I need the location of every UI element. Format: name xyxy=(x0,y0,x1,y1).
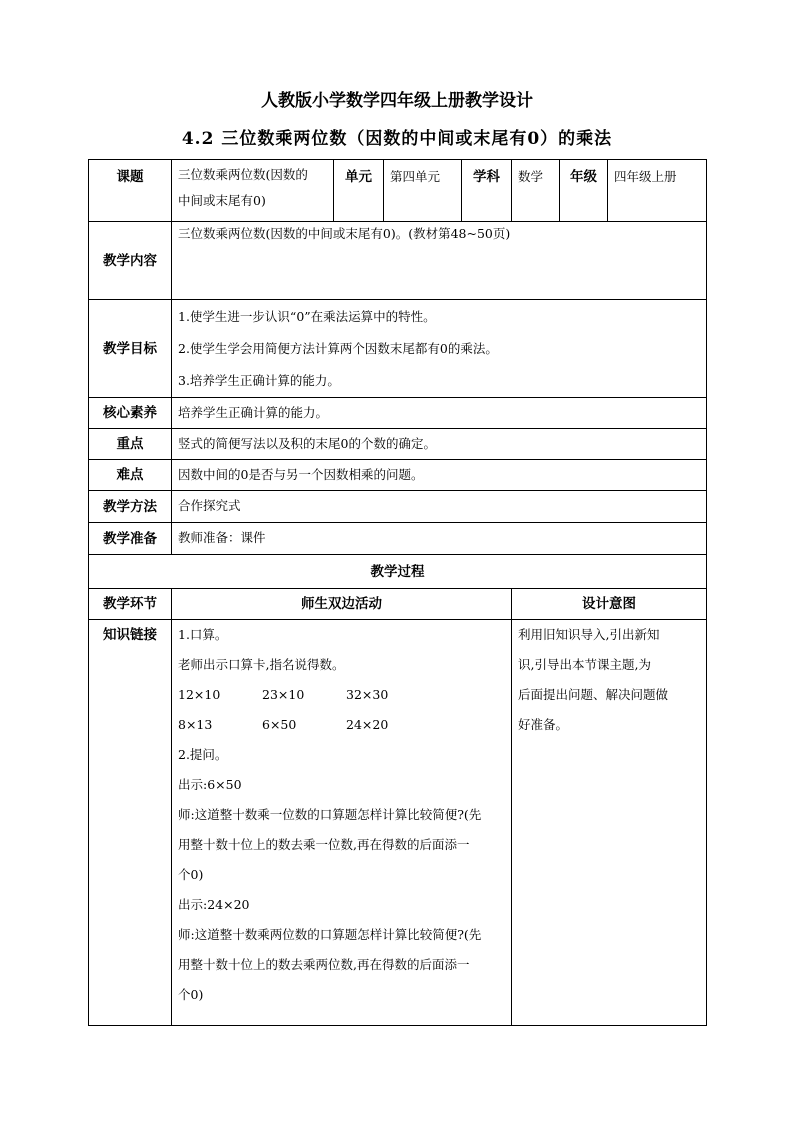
process-row xyxy=(89,620,707,1026)
process-title-row xyxy=(89,555,707,589)
core-value: 培养学生正确计算的能力。 xyxy=(172,398,707,429)
intent-line: 识,引导出本节课主题,为 xyxy=(518,657,651,672)
goals-value xyxy=(172,300,707,398)
stage-label: 知识链接 xyxy=(89,620,172,1026)
topic-text: 三位数乘两位数(因数的中间或末尾有0) xyxy=(178,167,308,208)
method-row xyxy=(89,491,707,523)
activity-line: 个0) xyxy=(178,867,204,882)
core-label: 核心素养 xyxy=(89,398,172,429)
difficulty-label: 难点 xyxy=(89,460,172,491)
oral-item: 24×20 xyxy=(346,717,389,732)
goal-item: 1.使学生进一步认识“0”在乘法运算中的特性。 xyxy=(178,308,436,324)
key-label: 重点 xyxy=(89,429,172,460)
oral-row xyxy=(178,710,505,740)
content-value: 三位数乘两位数(因数的中间或末尾有0)。(教材第48~50页) xyxy=(172,222,707,300)
process-header-row xyxy=(89,589,707,620)
activity-line: 2.提问。 xyxy=(178,747,228,762)
key-row xyxy=(89,429,707,460)
intent-column-header: 设计意图 xyxy=(512,589,707,620)
goal-item: 3.培养学生正确计算的能力。 xyxy=(178,372,340,388)
intent-line: 好准备。 xyxy=(518,717,569,732)
topic-label: 课题 xyxy=(89,160,172,222)
info-row xyxy=(89,160,707,222)
unit-label: 单元 xyxy=(334,160,384,222)
content-label: 教学内容 xyxy=(89,222,172,300)
oral-item: 12×10 xyxy=(178,687,221,702)
lesson-plan-table xyxy=(88,159,707,1026)
lesson-title: 4.2 三位数乘两位数（因数的中间或末尾有0）的乘法 xyxy=(181,129,613,149)
key-value: 竖式的简便写法以及积的末尾0的个数的确定。 xyxy=(172,429,707,460)
grade-value: 四年级上册 xyxy=(608,160,707,222)
goal-item: 2.使学生学会用简便方法计算两个因数末尾都有0的乘法。 xyxy=(178,340,498,356)
topic-value xyxy=(172,160,334,222)
oral-item: 6×50 xyxy=(262,717,297,732)
activity-cell xyxy=(172,620,512,1026)
method-value: 合作探究式 xyxy=(172,491,707,523)
intent-line: 后面提出问题、解决问题做 xyxy=(518,687,669,702)
intent-cell xyxy=(512,620,707,1026)
oral-item: 32×30 xyxy=(346,687,389,702)
activity-line: 出示:6×50 xyxy=(178,777,242,792)
prep-row xyxy=(89,523,707,555)
intent-line: 利用旧知识导入,引出新知 xyxy=(518,627,660,642)
oral-item: 8×13 xyxy=(178,717,213,732)
oral-row xyxy=(178,680,505,710)
process-title: 教学过程 xyxy=(89,555,707,589)
stage-column-header: 教学环节 xyxy=(89,589,172,620)
activity-line: 老师出示口算卡,指名说得数。 xyxy=(178,657,345,672)
unit-value: 第四单元 xyxy=(384,160,462,222)
activity-line: 师:这道整十数乘一位数的口算题怎样计算比较简便?(先 xyxy=(178,807,482,822)
core-row xyxy=(89,398,707,429)
document-title: 人教版小学数学四年级上册教学设计 xyxy=(261,91,533,111)
oral-item: 23×10 xyxy=(262,687,305,702)
difficulty-value: 因数中间的0是否与另一个因数相乘的问题。 xyxy=(172,460,707,491)
activity-line: 师:这道整十数乘两位数的口算题怎样计算比较简便?(先 xyxy=(178,927,482,942)
activity-line: 1.口算。 xyxy=(178,627,228,642)
activity-column-header: 师生双边活动 xyxy=(172,589,512,620)
activity-line: 个0) xyxy=(178,987,204,1002)
goals-row xyxy=(89,300,707,398)
prep-label: 教学准备 xyxy=(89,523,172,555)
content-row xyxy=(89,222,707,300)
activity-line: 出示:24×20 xyxy=(178,897,250,912)
grade-label: 年级 xyxy=(560,160,608,222)
subject-value: 数学 xyxy=(512,160,560,222)
activity-line: 用整十数十位上的数去乘一位数,再在得数的后面添一 xyxy=(178,837,470,852)
prep-value: 教师准备：课件 xyxy=(172,523,707,555)
method-label: 教学方法 xyxy=(89,491,172,523)
difficulty-row xyxy=(89,460,707,491)
subject-label: 学科 xyxy=(462,160,512,222)
goals-label: 教学目标 xyxy=(89,300,172,398)
activity-line: 用整十数十位上的数去乘两位数,再在得数的后面添一 xyxy=(178,957,470,972)
